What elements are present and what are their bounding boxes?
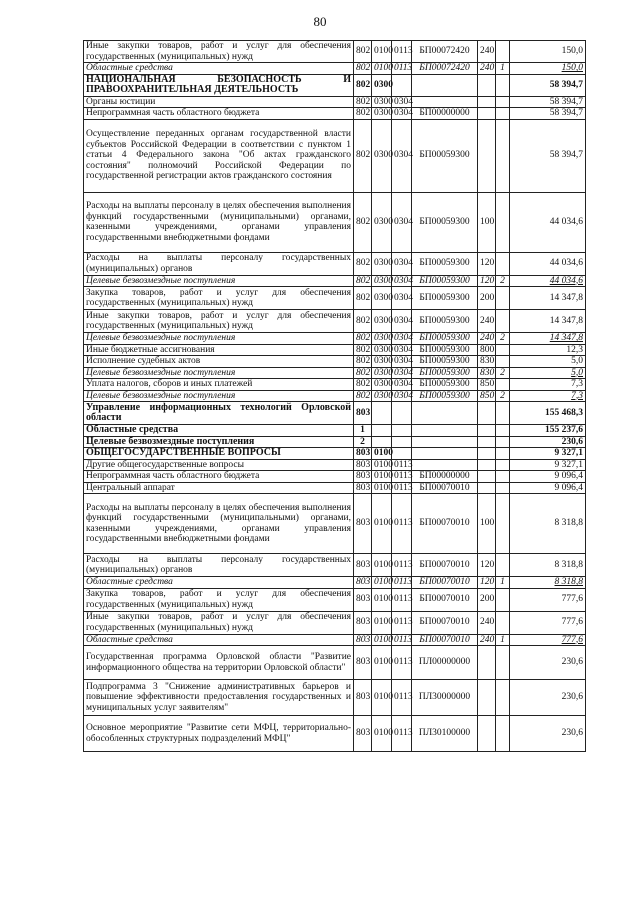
ved-code: 803 <box>354 611 372 634</box>
subsection-code: 0304 <box>392 119 412 192</box>
subsection-code: 0113 <box>392 646 412 680</box>
funding-source-code <box>496 554 510 577</box>
funding-source-code <box>496 425 510 437</box>
row-name: Областные средства <box>84 63 354 75</box>
target-article-code: ПЛ00000000 <box>412 646 478 680</box>
section-code: 0300 <box>372 287 392 310</box>
ved-code: 802 <box>354 74 372 96</box>
section-code: 0100 <box>372 459 392 471</box>
section-code: 0300 <box>372 192 392 252</box>
subsection-code <box>392 425 412 437</box>
table-row <box>84 108 586 120</box>
section-code: 0100 <box>372 716 392 752</box>
expense-type-code <box>478 482 496 494</box>
table-row <box>84 96 586 108</box>
funding-source-code <box>496 716 510 752</box>
amount: 5,0 <box>510 356 586 368</box>
table-row <box>84 448 586 460</box>
funding-source-code <box>496 459 510 471</box>
section-code: 0300 <box>372 108 392 120</box>
subsection-code: 0304 <box>392 333 412 345</box>
section-code: 0100 <box>372 577 392 589</box>
section-code: 0300 <box>372 379 392 391</box>
ved-code: 802 <box>354 96 372 108</box>
expense-type-code: 830 <box>478 367 496 379</box>
row-name: Расходы на выплаты персоналу государственных (муниципальных) органов <box>84 554 354 577</box>
target-article-code: БП00059300 <box>412 192 478 252</box>
target-article-code: БП00059300 <box>412 119 478 192</box>
subsection-code: 0304 <box>392 192 412 252</box>
row-name: Государственная программа Орловской области "Развитие информационного общества на территории Орловской области" <box>84 646 354 680</box>
amount: 5,0 <box>510 367 586 379</box>
amount: 44 034,6 <box>510 275 586 287</box>
ved-code: 803 <box>354 471 372 483</box>
ved-code: 1 <box>354 425 372 437</box>
expense-type-code: 800 <box>478 344 496 356</box>
ved-code: 802 <box>354 275 372 287</box>
section-code: 0100 <box>372 588 392 611</box>
ved-code: 802 <box>354 379 372 391</box>
section-code: 0300 <box>372 344 392 356</box>
amount: 7,3 <box>510 379 586 391</box>
amount: 150,0 <box>510 41 586 63</box>
expense-type-code: 240 <box>478 41 496 63</box>
subsection-code <box>392 436 412 448</box>
expense-type-code <box>478 108 496 120</box>
table-row <box>84 611 586 634</box>
ved-code: 802 <box>354 344 372 356</box>
section-code: 0300 <box>372 275 392 287</box>
subsection-code: 0113 <box>392 471 412 483</box>
amount: 9 096,4 <box>510 471 586 483</box>
amount: 230,6 <box>510 716 586 752</box>
ved-code: 803 <box>354 588 372 611</box>
expense-type-code <box>478 646 496 680</box>
amount: 8 318,8 <box>510 577 586 589</box>
row-name: Иные закупки товаров, работ и услуг для обеспечения государственных (муниципальных) нужд <box>84 310 354 333</box>
ved-code: 802 <box>354 119 372 192</box>
subsection-code <box>392 402 412 425</box>
funding-source-code: 2 <box>496 367 510 379</box>
subsection-code: 0113 <box>392 41 412 63</box>
expense-type-code: 240 <box>478 310 496 333</box>
row-name: Целевые безвозмездные поступления <box>84 390 354 402</box>
section-code: 0100 <box>372 471 392 483</box>
row-name: Целевые безвозмездные поступления <box>84 367 354 379</box>
subsection-code: 0113 <box>392 554 412 577</box>
table-row <box>84 275 586 287</box>
subsection-code: 0113 <box>392 577 412 589</box>
row-name: Расходы на выплаты персоналу в целях обеспечения выполнения функций государственными (муниципальными) органами, казенными учреждениями, органами управления государственными внебюджетными фондами <box>84 494 354 554</box>
expense-type-code: 850 <box>478 379 496 391</box>
section-code: 0100 <box>372 482 392 494</box>
expense-type-code: 240 <box>478 63 496 75</box>
subsection-code: 0304 <box>392 356 412 368</box>
amount: 8 318,8 <box>510 494 586 554</box>
funding-source-code: 1 <box>496 634 510 646</box>
funding-source-code: 1 <box>496 63 510 75</box>
table-row <box>84 287 586 310</box>
section-code: 0300 <box>372 310 392 333</box>
row-name: Исполнение судебных актов <box>84 356 354 368</box>
funding-source-code <box>496 287 510 310</box>
amount: 9 096,4 <box>510 482 586 494</box>
target-article-code: БП00059300 <box>412 287 478 310</box>
row-name: Целевые безвозмездные поступления <box>84 436 354 448</box>
target-article-code: БП00000000 <box>412 108 478 120</box>
expense-type-code <box>478 96 496 108</box>
section-code: 0100 <box>372 41 392 63</box>
subsection-code: 0304 <box>392 379 412 391</box>
expense-type-code: 120 <box>478 577 496 589</box>
target-article-code: БП00070010 <box>412 554 478 577</box>
funding-source-code: 2 <box>496 390 510 402</box>
row-name: Основное мероприятие "Развитие сети МФЦ, территориально-обособленных структурных подразделений МФЦ" <box>84 716 354 752</box>
table-row <box>84 74 586 96</box>
section-code: 0300 <box>372 390 392 402</box>
funding-source-code <box>496 356 510 368</box>
expense-type-code: 100 <box>478 494 496 554</box>
table-row <box>84 459 586 471</box>
section-code: 0100 <box>372 611 392 634</box>
ved-code: 803 <box>354 448 372 460</box>
table-row <box>84 41 586 63</box>
amount: 14 347,8 <box>510 310 586 333</box>
row-name: Осуществление переданных органам государственной власти субъектов Российской Федерации в соответствии с пунктом 1 статьи 4 Федерального закона "Об актах гражданского состояния" полномочий Российской Федерации по государственной регистрации актов гражданского состояния <box>84 119 354 192</box>
amount: 7,3 <box>510 390 586 402</box>
target-article-code: БП00070010 <box>412 611 478 634</box>
amount: 155 237,6 <box>510 425 586 437</box>
subsection-code: 0304 <box>392 252 412 275</box>
subsection-code: 0304 <box>392 108 412 120</box>
expense-type-code: 830 <box>478 356 496 368</box>
section-code: 0300 <box>372 119 392 192</box>
amount: 9 327,1 <box>510 448 586 460</box>
row-name: Органы юстиции <box>84 96 354 108</box>
amount: 14 347,8 <box>510 287 586 310</box>
row-name: Расходы на выплаты персоналу государственных (муниципальных) органов <box>84 252 354 275</box>
table-row <box>84 192 586 252</box>
target-article-code: БП00070010 <box>412 588 478 611</box>
expense-type-code: 120 <box>478 252 496 275</box>
expense-type-code: 240 <box>478 611 496 634</box>
target-article-code <box>412 402 478 425</box>
expense-type-code: 120 <box>478 554 496 577</box>
amount: 9 327,1 <box>510 459 586 471</box>
subsection-code: 0113 <box>392 634 412 646</box>
ved-code: 802 <box>354 310 372 333</box>
target-article-code: БП00059300 <box>412 379 478 391</box>
subsection-code: 0113 <box>392 459 412 471</box>
expense-type-code <box>478 402 496 425</box>
ved-code: 802 <box>354 367 372 379</box>
funding-source-code <box>496 448 510 460</box>
row-name: Закупка товаров, работ и услуг для обеспечения государственных (муниципальных) нужд <box>84 287 354 310</box>
expense-type-code: 240 <box>478 333 496 345</box>
target-article-code: БП00072420 <box>412 63 478 75</box>
section-code: 0100 <box>372 646 392 680</box>
funding-source-code: 2 <box>496 333 510 345</box>
section-code <box>372 425 392 437</box>
row-name: Иные закупки товаров, работ и услуг для обеспечения государственных (муниципальных) нужд <box>84 611 354 634</box>
target-article-code: БП00059300 <box>412 333 478 345</box>
expense-type-code <box>478 74 496 96</box>
subsection-code: 0304 <box>392 367 412 379</box>
amount: 230,6 <box>510 646 586 680</box>
section-code <box>372 402 392 425</box>
funding-source-code <box>496 436 510 448</box>
row-name: Центральный аппарат <box>84 482 354 494</box>
table-row <box>84 680 586 716</box>
expense-type-code <box>478 459 496 471</box>
table-row <box>84 310 586 333</box>
section-code: 0300 <box>372 252 392 275</box>
ved-code: 803 <box>354 646 372 680</box>
amount: 58 394,7 <box>510 108 586 120</box>
section-code: 0100 <box>372 634 392 646</box>
funding-source-code <box>496 471 510 483</box>
table-row <box>84 252 586 275</box>
ved-code: 803 <box>354 402 372 425</box>
expense-type-code <box>478 680 496 716</box>
funding-source-code <box>496 680 510 716</box>
amount: 777,6 <box>510 588 586 611</box>
target-article-code: БП00070010 <box>412 634 478 646</box>
section-code: 0300 <box>372 96 392 108</box>
table-row <box>84 482 586 494</box>
ved-code: 802 <box>354 252 372 275</box>
section-code: 0300 <box>372 74 392 96</box>
target-article-code: БП00059300 <box>412 356 478 368</box>
amount: 58 394,7 <box>510 74 586 96</box>
ved-code: 803 <box>354 634 372 646</box>
table-row <box>84 379 586 391</box>
row-name: Уплата налогов, сборов и иных платежей <box>84 379 354 391</box>
funding-source-code <box>496 74 510 96</box>
subsection-code: 0113 <box>392 611 412 634</box>
table-row <box>84 471 586 483</box>
funding-source-code <box>496 611 510 634</box>
ved-code: 803 <box>354 716 372 752</box>
row-name: ОБЩЕГОСУДАРСТВЕННЫЕ ВОПРОСЫ <box>84 448 354 460</box>
ved-code: 803 <box>354 459 372 471</box>
ved-code: 803 <box>354 577 372 589</box>
expense-type-code: 120 <box>478 275 496 287</box>
row-name: Иные бюджетные ассигнования <box>84 344 354 356</box>
expense-type-code <box>478 436 496 448</box>
expense-type-code <box>478 448 496 460</box>
row-name: Управление информационных технологий Орловской области <box>84 402 354 425</box>
subsection-code: 0113 <box>392 680 412 716</box>
table-row <box>84 119 586 192</box>
target-article-code <box>412 96 478 108</box>
table-row <box>84 646 586 680</box>
target-article-code <box>412 459 478 471</box>
amount: 12,3 <box>510 344 586 356</box>
amount: 777,6 <box>510 611 586 634</box>
subsection-code: 0113 <box>392 588 412 611</box>
amount: 8 318,8 <box>510 554 586 577</box>
expense-type-code <box>478 471 496 483</box>
target-article-code: БП00072420 <box>412 41 478 63</box>
funding-source-code <box>496 646 510 680</box>
target-article-code <box>412 448 478 460</box>
expense-type-code: 100 <box>478 192 496 252</box>
subsection-code: 0304 <box>392 390 412 402</box>
ved-code: 803 <box>354 494 372 554</box>
ved-code: 803 <box>354 680 372 716</box>
ved-code: 802 <box>354 356 372 368</box>
amount: 230,6 <box>510 436 586 448</box>
funding-source-code <box>496 96 510 108</box>
expense-type-code: 200 <box>478 287 496 310</box>
subsection-code: 0304 <box>392 344 412 356</box>
amount: 777,6 <box>510 634 586 646</box>
expense-type-code <box>478 716 496 752</box>
funding-source-code <box>496 252 510 275</box>
amount: 58 394,7 <box>510 96 586 108</box>
subsection-code: 0113 <box>392 494 412 554</box>
target-article-code: БП00000000 <box>412 471 478 483</box>
funding-source-code <box>496 310 510 333</box>
section-code <box>372 436 392 448</box>
row-name: Непрограммная часть областного бюджета <box>84 108 354 120</box>
amount: 150,0 <box>510 63 586 75</box>
table-row <box>84 390 586 402</box>
page-number: 80 <box>313 14 327 29</box>
target-article-code: БП00059300 <box>412 390 478 402</box>
ved-code: 2 <box>354 436 372 448</box>
amount: 14 347,8 <box>510 333 586 345</box>
target-article-code: БП00070010 <box>412 577 478 589</box>
section-code: 0100 <box>372 494 392 554</box>
section-code: 0100 <box>372 680 392 716</box>
table-row <box>84 344 586 356</box>
expense-type-code <box>478 119 496 192</box>
funding-source-code <box>496 41 510 63</box>
target-article-code: БП00059300 <box>412 367 478 379</box>
funding-source-code <box>496 588 510 611</box>
table-row <box>84 436 586 448</box>
amount: 44 034,6 <box>510 192 586 252</box>
table-row <box>84 356 586 368</box>
target-article-code: ПЛ30000000 <box>412 680 478 716</box>
row-name: Областные средства <box>84 577 354 589</box>
amount: 155 468,3 <box>510 402 586 425</box>
target-article-code: БП00070010 <box>412 482 478 494</box>
subsection-code <box>392 74 412 96</box>
target-article-code: БП00059300 <box>412 252 478 275</box>
ved-code: 802 <box>354 41 372 63</box>
target-article-code: БП00059300 <box>412 344 478 356</box>
ved-code: 803 <box>354 554 372 577</box>
section-code: 0100 <box>372 63 392 75</box>
ved-code: 802 <box>354 192 372 252</box>
row-name: Другие общегосударственные вопросы <box>84 459 354 471</box>
subsection-code: 0113 <box>392 482 412 494</box>
funding-source-code <box>496 379 510 391</box>
expense-type-code <box>478 425 496 437</box>
ved-code: 802 <box>354 287 372 310</box>
ved-code: 803 <box>354 482 372 494</box>
table-row <box>84 554 586 577</box>
row-name: НАЦИОНАЛЬНАЯ БЕЗОПАСНОСТЬ И ПРАВООХРАНИТЕЛЬНАЯ ДЕЯТЕЛЬНОСТЬ <box>84 74 354 96</box>
table-row <box>84 634 586 646</box>
table-row <box>84 367 586 379</box>
budget-table <box>83 40 586 752</box>
target-article-code <box>412 425 478 437</box>
funding-source-code <box>496 482 510 494</box>
row-name: Целевые безвозмездные поступления <box>84 275 354 287</box>
funding-source-code <box>496 192 510 252</box>
subsection-code: 0304 <box>392 275 412 287</box>
row-name: Непрограммная часть областного бюджета <box>84 471 354 483</box>
table-row <box>84 63 586 75</box>
table-row <box>84 588 586 611</box>
funding-source-code <box>496 108 510 120</box>
subsection-code: 0304 <box>392 287 412 310</box>
section-code: 0100 <box>372 554 392 577</box>
target-article-code <box>412 74 478 96</box>
row-name: Расходы на выплаты персоналу в целях обеспечения выполнения функций государственными (муниципальными) органами, казенными учреждениями, органами управления государственными внебюджетными фондами <box>84 192 354 252</box>
funding-source-code: 2 <box>496 275 510 287</box>
section-code: 0300 <box>372 333 392 345</box>
table-row <box>84 333 586 345</box>
funding-source-code <box>496 119 510 192</box>
ved-code: 802 <box>354 108 372 120</box>
row-name: Областные средства <box>84 425 354 437</box>
expense-type-code: 240 <box>478 634 496 646</box>
target-article-code: БП00059300 <box>412 275 478 287</box>
funding-source-code: 1 <box>496 577 510 589</box>
table-row <box>84 402 586 425</box>
row-name: Областные средства <box>84 634 354 646</box>
expense-type-code: 200 <box>478 588 496 611</box>
section-code: 0300 <box>372 367 392 379</box>
amount: 230,6 <box>510 680 586 716</box>
table-row <box>84 494 586 554</box>
section-code: 0300 <box>372 356 392 368</box>
amount: 44 034,6 <box>510 252 586 275</box>
table-row <box>84 577 586 589</box>
ved-code: 802 <box>354 63 372 75</box>
subsection-code: 0304 <box>392 310 412 333</box>
funding-source-code <box>496 494 510 554</box>
subsection-code: 0113 <box>392 63 412 75</box>
row-name: Целевые безвозмездные поступления <box>84 333 354 345</box>
ved-code: 802 <box>354 390 372 402</box>
row-name: Иные закупки товаров, работ и услуг для обеспечения государственных (муниципальных) нужд <box>84 41 354 63</box>
section-code: 0100 <box>372 448 392 460</box>
amount: 58 394,7 <box>510 119 586 192</box>
funding-source-code <box>496 402 510 425</box>
expense-type-code: 850 <box>478 390 496 402</box>
funding-source-code <box>496 344 510 356</box>
target-article-code: БП00059300 <box>412 310 478 333</box>
row-name: Закупка товаров, работ и услуг для обеспечения государственных (муниципальных) нужд <box>84 588 354 611</box>
subsection-code <box>392 448 412 460</box>
table-row <box>84 425 586 437</box>
row-name: Подпрограмма 3 "Снижение административных барьеров и повышение эффективности предоставления государственных и муниципальных услуг заявителям" <box>84 680 354 716</box>
target-article-code <box>412 436 478 448</box>
ved-code: 802 <box>354 333 372 345</box>
subsection-code: 0113 <box>392 716 412 752</box>
table-row <box>84 716 586 752</box>
target-article-code: ПЛ30100000 <box>412 716 478 752</box>
target-article-code: БП00070010 <box>412 494 478 554</box>
subsection-code: 0304 <box>392 96 412 108</box>
